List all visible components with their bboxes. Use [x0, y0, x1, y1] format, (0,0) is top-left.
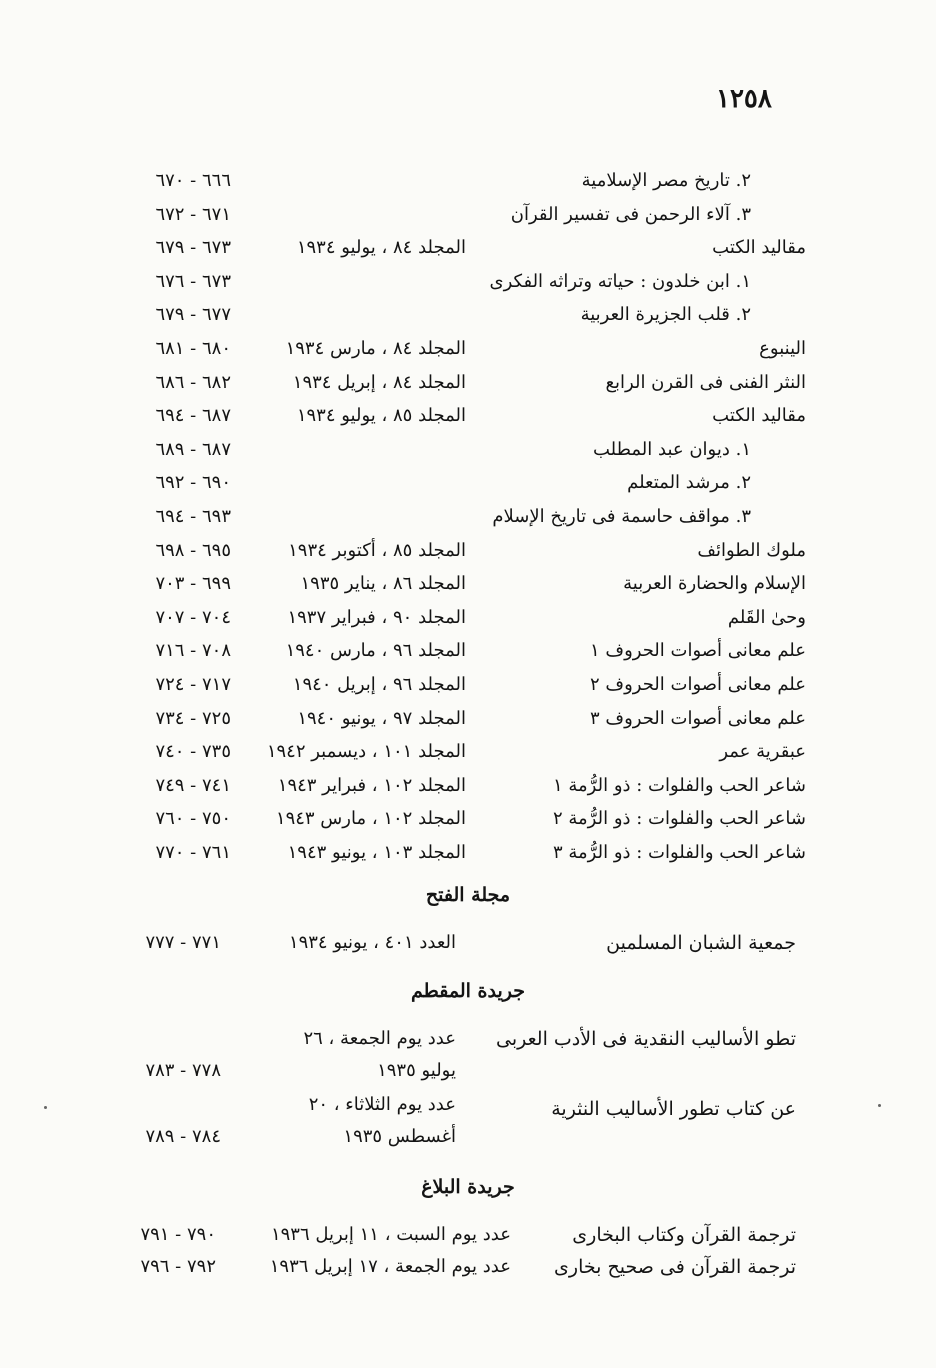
index-entry	[0, 204, 936, 234]
entry-title: وحیٰ القَلم	[727, 607, 806, 628]
index-entry	[0, 708, 936, 738]
entry-pages: ٦٨٧ - ٦٩٤	[155, 405, 231, 426]
entry-title: الينبوع	[759, 338, 806, 359]
entry-pages: ٦٧٣ - ٦٧٩	[155, 237, 231, 258]
index-entry-continued	[0, 1126, 936, 1156]
scan-speck	[44, 1106, 47, 1109]
entry-title: شاعر الحب والفلوات : ذو الرُّمة ٢	[553, 808, 806, 829]
entry-source: المجلد ٨٥ ، أكتوبر ١٩٣٤	[288, 540, 466, 561]
index-entry	[0, 808, 936, 838]
entry-title: ٢. قلب الجزيرة العربية	[580, 304, 751, 325]
index-entry	[0, 1094, 936, 1124]
entry-pages: ٧٠٨ - ٧١٦	[155, 640, 231, 661]
entry-title: ٢. مرشد المتعلم	[627, 472, 751, 493]
entry-pages: ٧٧٨ - ٧٨٣	[145, 1060, 221, 1081]
entry-title: ١. ديوان عبد المطلب	[592, 439, 751, 460]
section-heading-muqattam: جريدة المقطم	[411, 980, 525, 1002]
entry-pages: ٧٦١ - ٧٧٠	[155, 842, 231, 863]
entry-pages: ٧٢٥ - ٧٣٤	[155, 708, 231, 729]
entry-pages: ٧١٧ - ٧٢٤	[155, 674, 231, 695]
index-entry	[0, 1256, 936, 1286]
index-entry	[0, 372, 936, 402]
entry-title: ترجمة القرآن وكتاب البخارى	[572, 1224, 796, 1246]
index-entry	[0, 439, 936, 469]
index-entry-continued	[0, 1060, 936, 1090]
entry-source: عدد يوم السبت ، ١١ إبريل ١٩٣٦	[270, 1224, 511, 1245]
entry-source: المجلد ١٠٢ ، مارس ١٩٤٣	[275, 808, 466, 829]
entry-title: ٢. تاريخ مصر الإسلامية	[581, 170, 751, 191]
index-entry	[0, 170, 936, 200]
entry-pages: ٦٧٣ - ٦٧٦	[155, 271, 231, 292]
entry-title: علم معانى أصوات الحروف ٢	[590, 674, 806, 695]
entry-source: المجلد ٨٤ ، إبريل ١٩٣٤	[292, 372, 466, 393]
entry-source: المجلد ٩٦ ، مارس ١٩٤٠	[285, 640, 466, 661]
section-heading-balagh: جريدة البلاغ	[421, 1176, 515, 1198]
entry-title: ١. ابن خلدون : حياته وتراثه الفكرى	[489, 271, 751, 292]
entry-source: عدد يوم الجمعة ، ١٧ إبريل ١٩٣٦	[269, 1256, 511, 1277]
entry-pages: ٦٨٢ - ٦٨٦	[155, 372, 231, 393]
entry-title: علم معانى أصوات الحروف ٣	[590, 708, 806, 729]
entry-pages: ٧٩٠ - ٧٩١	[140, 1224, 216, 1245]
entry-source: المجلد ٨٥ ، يوليو ١٩٣٤	[296, 405, 466, 426]
entry-pages: ٦٨٧ - ٦٨٩	[155, 439, 231, 460]
entry-pages: ٧٠٤ - ٧٠٧	[155, 607, 231, 628]
entry-pages: ٧٤١ - ٧٤٩	[155, 775, 231, 796]
entry-title: شاعر الحب والفلوات : ذو الرُّمة ١	[553, 775, 806, 796]
page-number: ١٢٥٨	[716, 84, 772, 114]
entry-source: عدد يوم الجمعة ، ٢٦	[303, 1028, 456, 1049]
entry-pages: ٦٨٠ - ٦٨١	[155, 338, 231, 359]
entry-source: المجلد ٨٤ ، يوليو ١٩٣٤	[296, 237, 466, 258]
entry-source: المجلد ٩٧ ، يونيو ١٩٤٠	[297, 708, 466, 729]
entry-title: النثر الفنى فى القرن الرابع	[605, 372, 806, 393]
section-heading-fath: مجلة الفتح	[425, 884, 511, 906]
index-entry	[0, 842, 936, 872]
index-entry	[0, 506, 936, 536]
index-entry	[0, 741, 936, 771]
entry-source: المجلد ٨٦ ، يناير ١٩٣٥	[300, 573, 466, 594]
entry-title: علم معانى أصوات الحروف ١	[590, 640, 806, 661]
index-entry	[0, 573, 936, 603]
entry-title: عن كتاب تطور الأساليب النثرية	[551, 1098, 796, 1120]
entry-title: جمعية الشبان المسلمين	[606, 932, 796, 954]
entry-source: يوليو ١٩٣٥	[377, 1060, 456, 1081]
entry-title: ٣. مواقف حاسمة فى تاريخ الإسلام	[492, 506, 751, 527]
entry-title: عبقرية عمر	[719, 741, 806, 762]
index-entry	[0, 932, 936, 962]
index-entry	[0, 338, 936, 368]
index-entry	[0, 1224, 936, 1254]
entry-source: المجلد ١٠٣ ، يونيو ١٩٤٣	[287, 842, 466, 863]
entry-source: العدد ٤٠١ ، يونيو ١٩٣٤	[288, 932, 456, 953]
index-entry	[0, 1028, 936, 1058]
entry-pages: ٧٣٥ - ٧٤٠	[155, 741, 231, 762]
index-entry	[0, 304, 936, 334]
entry-pages: ٦٦٦ - ٦٧٠	[155, 170, 231, 191]
entry-pages: ٧٧١ - ٧٧٧	[145, 932, 221, 953]
entry-source: المجلد ١٠١ ، ديسمبر ١٩٤٢	[266, 741, 466, 762]
entry-pages: ٦٩٥ - ٦٩٨	[155, 540, 231, 561]
entry-pages: ٧٨٤ - ٧٨٩	[145, 1126, 221, 1147]
entry-title: مقاليد الكتب	[712, 405, 806, 426]
entry-pages: ٦٧٧ - ٦٧٩	[155, 304, 231, 325]
entry-title: ٣. آلاء الرحمن فى تفسير القرآن	[510, 204, 751, 225]
entry-title: تطو الأساليب النقدية فى الأدب العربى	[496, 1028, 796, 1050]
index-entry	[0, 271, 936, 301]
entry-title: ملوك الطوائف	[697, 540, 806, 561]
entry-pages: ٧٩٢ - ٧٩٦	[140, 1256, 216, 1277]
entry-source: المجلد ٨٤ ، مارس ١٩٣٤	[285, 338, 466, 359]
entry-pages: ٧٥٠ - ٧٦٠	[155, 808, 231, 829]
entry-pages: ٦٩٣ - ٦٩٤	[155, 506, 231, 527]
index-entry	[0, 640, 936, 670]
index-entry	[0, 472, 936, 502]
entry-source: أغسطس ١٩٣٥	[343, 1126, 456, 1147]
entry-source: المجلد ٩٦ ، إبريل ١٩٤٠	[292, 674, 466, 695]
index-entry	[0, 607, 936, 637]
entry-title: مقاليد الكتب	[712, 237, 806, 258]
index-entry	[0, 237, 936, 267]
index-entry	[0, 775, 936, 805]
entry-pages: ٦٩٩ - ٧٠٣	[155, 573, 231, 594]
index-entry	[0, 405, 936, 435]
index-entry	[0, 674, 936, 704]
entry-title: شاعر الحب والفلوات : ذو الرُّمة ٣	[553, 842, 806, 863]
entry-source: عدد يوم الثلاثاء ، ٢٠	[308, 1094, 456, 1115]
entry-title: ترجمة القرآن فى صحيح بخارى	[554, 1256, 796, 1278]
entry-pages: ٦٧١ - ٦٧٢	[155, 204, 231, 225]
entry-pages: ٦٩٠ - ٦٩٢	[155, 472, 231, 493]
entry-title: الإسلام والحضارة العربية	[623, 573, 806, 594]
entry-source: المجلد ٩٠ ، فبراير ١٩٣٧	[287, 607, 466, 628]
entry-source: المجلد ١٠٢ ، فبراير ١٩٤٣	[277, 775, 466, 796]
index-entry	[0, 540, 936, 570]
scan-speck	[878, 1104, 881, 1107]
